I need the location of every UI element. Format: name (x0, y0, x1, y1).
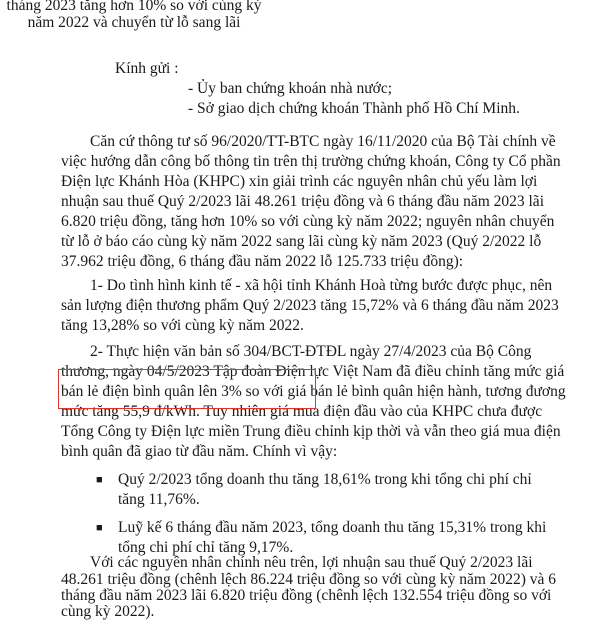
bullet-1-marker: ■ (96, 474, 103, 486)
paragraph-1-line-6: từ lỗ ở báo cáo cùng kỳ năm 2022 sang lãi cùng kỳ năm 2023 (Quý 2/2022 lỗ (61, 233, 542, 250)
paragraph-1-line-4: nhuận sau thuế Quý 2/2023 lãi 48.261 triệu đồng và 6 tháng đầu năm 2023 lãi (61, 193, 544, 210)
paragraph-3-line-5: Tổng Công ty Điện lực miền Trung điều chỉnh kịp thời và vẫn theo giá mua điện (61, 423, 561, 440)
salutation-label: Kính gửi : (115, 60, 179, 77)
header-line-1: tháng 2023 tăng hơn 10% so với cùng kỳ (6, 0, 262, 14)
paragraph-1-line-5: 6.820 triệu đồng, tăng hơn 10% so với cùng kỳ năm 2022; nguyên nhân chuyển (61, 213, 555, 230)
paragraph-3-line-4: mức tăng 55,9 đ/kWh. Tuy nhiên giá mua điện đầu vào của KHPC chưa được (61, 403, 543, 420)
paragraph-1-line-3: Điện lực Khánh Hòa (KHPC) xin giải trình các nguyên nhân chủ yếu làm lợi (61, 173, 538, 190)
paragraph-2-line-1: 1- Do tình hình kinh tế - xã hội tỉnh Khánh Hoà từng bước được phục, nên (90, 277, 553, 294)
paragraph-2-line-3: tăng 13,28% so với cùng kỳ năm 2022. (61, 317, 304, 334)
paragraph-1-line-1: Căn cứ thông tư số 96/2020/TT-BTC ngày 16/11/2020 của Bộ Tài chính về (90, 133, 556, 150)
paragraph-1-line-2: việc hướng dẫn công bố thông tin trên thị trường chứng khoán, Công ty Cổ phần (61, 153, 561, 170)
paragraph-2-line-2: sản lượng điện thương phẩm Quý 2/2023 tăng 15,72% và 6 tháng đầu năm 2023 (61, 297, 559, 314)
bullet-1-line-2: tăng 11,76%. (118, 491, 200, 508)
paragraph-3-line-1: 2- Thực hiện văn bản số 304/BCT-ĐTĐL ngày 27/4/2023 của Bộ Công (90, 343, 532, 360)
bullet-2-line-1: Luỹ kế 6 tháng đầu năm 2023, tổng doanh thu tăng 15,31% trong khi (118, 519, 547, 536)
paragraph-4-line-2: 48.261 triệu đồng (chênh lệch 86.224 triệu đồng so với cùng kỳ năm 2022) và 6 (61, 571, 557, 588)
paragraph-1-line-7: 37.962 triệu đồng, 6 tháng đầu năm 2022 lỗ 125.733 triệu đồng): (61, 253, 464, 270)
bullet-1-line-1: Quý 2/2023 tổng doanh thu tăng 18,61% trong khi tổng chi phí chỉ (118, 471, 532, 488)
bullet-2-line-2: tổng chi phí chỉ tăng 9,17%. (118, 539, 294, 556)
paragraph-4-line-4: cùng kỳ 2022). (61, 603, 155, 620)
highlight-box (58, 369, 316, 409)
recipient-2: - Sở giao dịch chứng khoán Thành phố Hồ Chí Minh. (188, 100, 520, 117)
paragraph-4-line-3: tháng đầu năm 2023 lãi 6.820 triệu đồng (chênh lệch 132.554 triệu đồng so với (61, 587, 552, 604)
paragraph-4-line-1: Với các nguyên nhân chính nêu trên, lợi nhuận sau thuế Quý 2/2023 lãi (90, 554, 533, 571)
recipient-1: - Ủy ban chứng khoán nhà nước; (188, 80, 393, 97)
paragraph-3-line-6: bình quân đã giao từ đầu năm. Chính vì vậy: (61, 443, 338, 460)
bullet-2-marker: ■ (96, 522, 103, 534)
header-line-2: năm 2022 và chuyển từ lỗ sang lãi (27, 14, 241, 31)
paragraph-3-line-3: bán lẻ điện bình quân lên 3% so với giá bán lẻ bình quân hiện hành, tương đương (61, 383, 566, 400)
paragraph-3-line-2: thương, ngày 04/5/2023 Tập đoàn Điện lực Việt Nam đã điều chỉnh tăng mức giá (61, 363, 565, 380)
